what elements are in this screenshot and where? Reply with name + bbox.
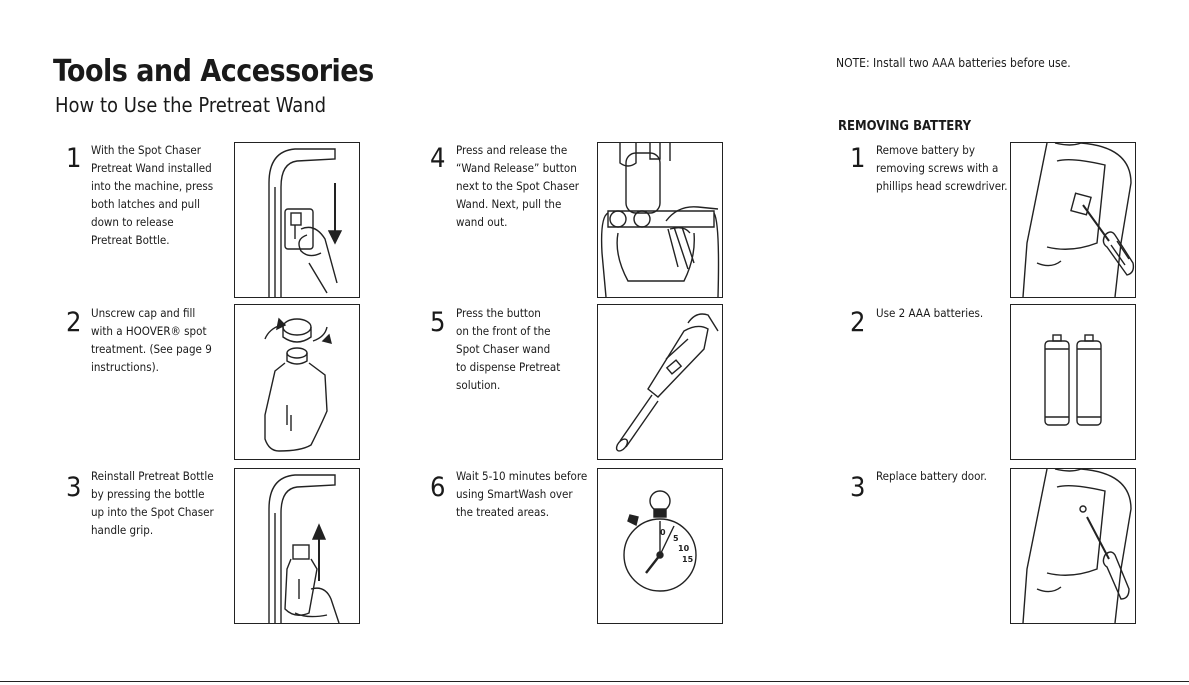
arrow-up-icon bbox=[313, 525, 325, 581]
step-number: 5 bbox=[430, 307, 446, 338]
illustration-dispense-solution bbox=[597, 304, 723, 460]
step-text: Press and release the “Wand Release” button next to the Spot Chaser Wand. Next, pull the wand out. bbox=[456, 143, 580, 229]
illustration-release-bottle bbox=[234, 142, 360, 298]
step-number: 1 bbox=[850, 143, 866, 174]
rotate-arrows-icon bbox=[265, 319, 331, 343]
arrow-down-icon bbox=[329, 183, 341, 243]
step-number: 3 bbox=[66, 472, 82, 503]
illustration-reinstall-bottle bbox=[234, 468, 360, 624]
step-number: 3 bbox=[850, 472, 866, 503]
battery-icon bbox=[1045, 335, 1069, 425]
step-text: Unscrew cap and fill with a HOOVER® spot treatment. (See page 9 instructions). bbox=[91, 306, 212, 374]
timer-label-15: 15 bbox=[682, 555, 694, 564]
page-subtitle: How to Use the Pretreat Wand bbox=[55, 93, 327, 117]
step-number: 2 bbox=[66, 307, 82, 338]
step-number: 2 bbox=[850, 307, 866, 338]
battery-icon bbox=[1077, 335, 1101, 425]
timer-label-5: 5 bbox=[673, 534, 679, 543]
step-text: Remove battery by removing screws with a phillips head screwdriver. bbox=[876, 143, 1008, 193]
step-text: Replace battery door. bbox=[876, 469, 987, 483]
removing-battery-heading: REMOVING BATTERY bbox=[838, 119, 972, 134]
illustration-aaa-batteries bbox=[1010, 304, 1136, 460]
page-title: Tools and Accessories bbox=[53, 54, 374, 89]
illustration-wand-release bbox=[597, 142, 723, 298]
step-number: 4 bbox=[430, 143, 446, 174]
illustration-fill-bottle bbox=[234, 304, 360, 460]
step-text: Use 2 AAA batteries. bbox=[876, 306, 984, 320]
illustration-replace-door bbox=[1010, 468, 1136, 624]
step-text: Press the button on the front of the Spot Chaser wand to dispense Pretreat solution. bbox=[456, 306, 561, 392]
step-number: 1 bbox=[66, 143, 82, 174]
step-text: Wait 5-10 minutes before using SmartWash over the treated areas. bbox=[456, 469, 588, 519]
battery-note: NOTE: Install two AAA batteries before use. bbox=[836, 56, 1071, 70]
step-text: Reinstall Pretreat Bottle by pressing the bottle up into the Spot Chaser handle grip. bbox=[91, 469, 214, 537]
timer-dial-icon bbox=[624, 491, 696, 591]
timer-label-0: 0 bbox=[660, 528, 666, 537]
illustration-timer bbox=[597, 468, 723, 624]
illustration-remove-screws bbox=[1010, 142, 1136, 298]
step-number: 6 bbox=[430, 472, 446, 503]
timer-label-10: 10 bbox=[678, 544, 690, 553]
bottom-rule bbox=[0, 681, 1189, 682]
step-text: With the Spot Chaser Pretreat Wand installed into the machine, press both latches and pull down to release Pretreat Bottle. bbox=[91, 143, 214, 247]
